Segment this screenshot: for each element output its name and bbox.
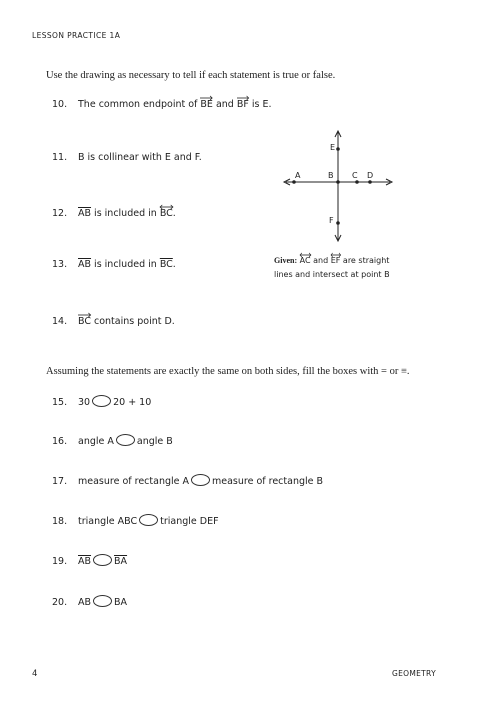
instructions-part1: Use the drawing as necessary to tell if each statement is true or false. bbox=[46, 70, 336, 81]
question-number: 13. bbox=[52, 259, 68, 270]
line-ef-notation: EF bbox=[331, 253, 341, 265]
label-e: E bbox=[330, 143, 336, 152]
ray-arrow-icon bbox=[78, 312, 91, 318]
question-number: 10. bbox=[52, 99, 68, 110]
label-c: C bbox=[352, 171, 358, 180]
ray-arrow-icon bbox=[200, 95, 213, 101]
answer-oval[interactable] bbox=[92, 395, 111, 407]
point-b bbox=[337, 181, 340, 184]
geometry-figure bbox=[282, 128, 394, 246]
segment-ab: $\overline{AB}$ bbox=[78, 556, 92, 567]
question-number: 11. bbox=[52, 152, 68, 163]
ray-arrow-icon bbox=[237, 95, 249, 101]
instructions-part2: Assuming the statements are exactly the same on both sides, fill the boxes with = or ≡. bbox=[46, 366, 410, 377]
segment-bc: $\overline{BC}$ bbox=[159, 259, 173, 270]
line-arrow-icon bbox=[331, 252, 341, 258]
answer-oval[interactable] bbox=[191, 474, 210, 486]
point-c bbox=[356, 181, 359, 184]
page-number: 4 bbox=[32, 669, 38, 679]
answer-oval[interactable] bbox=[93, 554, 112, 566]
question-10: 10. The common endpoint of BE and BF is E. bbox=[52, 96, 272, 110]
question-12: 12. $\overline{AB}$ is included in BC. bbox=[52, 205, 176, 219]
segment-ab: $\overline{AB}$ bbox=[78, 208, 92, 219]
line-arrow-icon bbox=[160, 204, 173, 210]
point-a bbox=[293, 181, 296, 184]
answer-oval[interactable] bbox=[139, 514, 158, 526]
point-e bbox=[337, 148, 340, 151]
question-text: The common endpoint of bbox=[78, 99, 201, 110]
segment-ab: $\overline{AB}$ bbox=[78, 259, 92, 270]
question-19 bbox=[52, 554, 127, 567]
answer-oval[interactable] bbox=[93, 595, 112, 607]
question-number: 20. bbox=[52, 597, 68, 608]
question-17: 17. measure of rectangle A measure of rectangle B bbox=[52, 476, 324, 487]
point-f bbox=[337, 222, 340, 225]
label-a: A bbox=[295, 171, 301, 180]
segment-ba: $\overline{BA}$ bbox=[114, 556, 128, 567]
ray-bc: BC bbox=[78, 313, 91, 327]
question-16: 16. angle A angle B bbox=[52, 436, 173, 447]
question-number: 17. bbox=[52, 476, 68, 487]
line-bc: BC bbox=[160, 205, 173, 219]
question-15: 15. 30 20 + 10 bbox=[52, 397, 152, 408]
line-ac-notation: AC bbox=[300, 253, 311, 265]
answer-oval[interactable] bbox=[116, 434, 135, 446]
ray-bf: BF bbox=[237, 96, 249, 110]
question-number: 19. bbox=[52, 556, 68, 567]
given-label: Given: bbox=[274, 256, 298, 265]
question-13: 13. $\overline{AB}$ is included in $\overline{BC}$. bbox=[52, 259, 176, 270]
question-number: 18. bbox=[52, 516, 68, 527]
question-14: 14. BC contains point D. bbox=[52, 313, 175, 327]
ray-be: BE bbox=[200, 96, 213, 110]
point-d bbox=[369, 181, 372, 184]
label-d: D bbox=[367, 171, 374, 180]
footer-subject: GEOMETRY bbox=[392, 669, 436, 678]
line-arrow-icon bbox=[300, 252, 311, 258]
question-18: 18. triangle ABC triangle DEF bbox=[52, 516, 219, 527]
page-header: LESSON PRACTICE 1A bbox=[32, 31, 121, 40]
label-b: B bbox=[328, 171, 334, 180]
question-text: B is collinear with E and F. bbox=[78, 152, 202, 163]
question-11 bbox=[52, 152, 202, 163]
question-number: 12. bbox=[52, 208, 68, 219]
label-f: F bbox=[329, 216, 334, 225]
figure-caption: Given: AC and EF are straight lines and intersect at point B bbox=[274, 253, 390, 282]
question-20: 20. AB BA bbox=[52, 597, 128, 608]
question-number: 16. bbox=[52, 436, 68, 447]
question-number: 14. bbox=[52, 316, 68, 327]
question-number: 15. bbox=[52, 397, 68, 408]
